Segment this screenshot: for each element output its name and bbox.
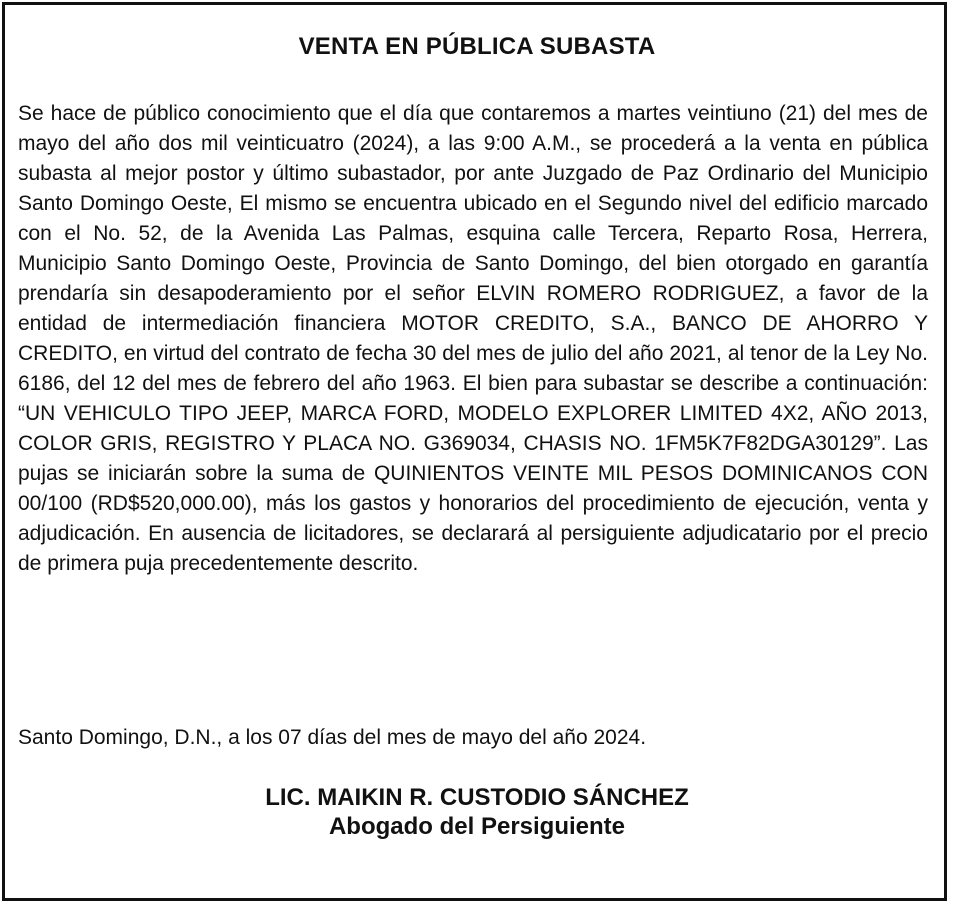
signer-name: LIC. MAIKIN R. CUSTODIO SÁNCHEZ <box>265 784 689 811</box>
notice-body: Se hace de público conocimiento que el día que contaremos a martes veintiuno (21) del mes de mayo del año dos mil veinticuatro (2024), a las 9:00 A.M., se procederá a la venta en pública subasta al mejor postor y último subastador, por ante Juzgado de Paz Ordinario del Municipio Santo Domingo Oeste, El mismo se encuentra ubicado en el Segundo nivel del edificio marcado con el No. 52, de la Avenida Las Palmas, esquina calle Tercera, Reparto Rosa, Herrera, Municipio Santo Domingo Oeste, Provincia de Santo Domingo, del bien otorgado en garantía prendaría sin desapoderamiento por el señor ELVIN ROMERO RODRIGUEZ, a favor de la entidad de intermediación financiera MOTOR CREDITO, S.A., BANCO DE AHORRO Y CREDITO, en virtud del contrato de fecha 30 del mes de julio del año 2021, al tenor de la Ley No. 6186, del 12 del mes de febrero del año 1963. El bien para subastar se describe a continuación: “UN VEHICULO TIPO JEEP, MARCA FORD, MODELO EXPLORER LIMITED 4X2, AÑO 2013, COLOR GRIS, REGISTRO Y PLACA NO. G369034, CHASIS NO. 1FM5K7F82DGA30129”. Las pujas se iniciarán sobre la suma de QUINIENTOS VEINTE MIL PESOS DOMINICANOS CON 00/100 (RD$520,000.00), más los gastos y honorarios del procedimiento de ejecución, venta y adjudicación. En ausencia de licitadores, se declarará al persiguiente adjudicatario por el precio de primera puja precedentemente descrito. <box>18 102 928 575</box>
signer-role: Abogado del Persiguiente <box>328 813 626 840</box>
signature-block <box>0 783 954 841</box>
date-line: Santo Domingo, D.N., a los 07 días del mes de mayo del año 2024. <box>18 726 647 749</box>
notice-title: VENTA EN PÚBLICA SUBASTA <box>298 33 656 60</box>
